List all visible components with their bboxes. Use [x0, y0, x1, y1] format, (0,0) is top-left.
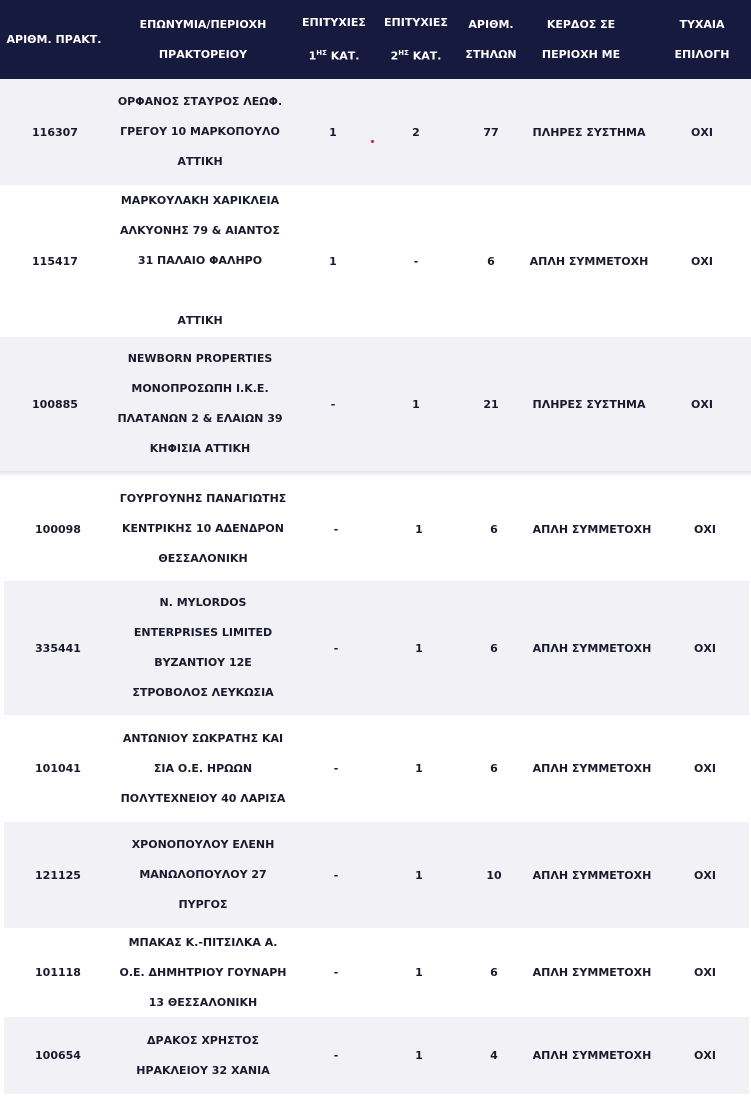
cell-profit-text: ΑΠΛΗ ΣΥΜΜΕΤΟΧΗ: [532, 762, 652, 775]
cell-name: [103, 715, 303, 822]
cell-cols: [464, 1017, 524, 1094]
cell-w2: [386, 79, 446, 185]
cell-cols: [461, 185, 521, 337]
name-line: 13 ΘΕΣΣΑΛΟΝΙΚΗ: [148, 995, 258, 1009]
cell-w1-text: -: [333, 762, 339, 775]
header-wins-2-num: 2: [390, 49, 399, 63]
cell-cols: [464, 928, 524, 1017]
name-line: ΓΟΥΡΓΟΥΝΗΣ ΠΑΝΑΓΙΩΤΗΣ: [119, 492, 287, 505]
header-profit-line-1: ΚΕΡΔΟΣ ΣΕ: [546, 17, 616, 31]
header-wins-2-bottom: [391, 38, 442, 72]
cell-w2-text: 1: [415, 762, 423, 775]
table-row: [4, 477, 749, 581]
header-wins-1-bottom: [309, 38, 360, 72]
header-wins-2-sup: ΗΣ: [398, 48, 409, 57]
header-agency-no: [0, 0, 108, 79]
name-line: 31 ΠΑΛΑΙΟ ΦΑΛΗΡΟ: [137, 254, 263, 267]
cell-random: [665, 822, 745, 928]
cell-w1: [306, 581, 366, 715]
name-line: ΠΛΑΤΑΝΩΝ 2 & ΕΛΑΙΩΝ 39: [117, 412, 283, 425]
cell-name: [103, 581, 303, 715]
header-wins-2-tail: ΚΑΤ.: [412, 49, 442, 63]
cell-w2: [389, 928, 449, 1017]
cell-profit: [527, 1017, 657, 1094]
header-columns: [455, 0, 527, 79]
cell-random-text: ΟΧΙ: [694, 762, 716, 775]
cell-w1-text: -: [333, 641, 339, 655]
cell-agency-text: 100654: [35, 1049, 81, 1062]
header-name-area-line-2: ΠΡΑΚΤΟΡΕΙΟΥ: [158, 47, 248, 61]
name-line: N. MYLORDOS: [159, 596, 247, 609]
name-line: ΓΡΕΓΟΥ 10 ΜΑΡΚΟΠΟΥΛΟ: [120, 125, 280, 138]
cell-random: [665, 715, 745, 822]
cell-cols-text: 6: [487, 254, 495, 268]
cell-w2-text: -: [413, 254, 419, 268]
cell-profit: [527, 715, 657, 822]
cell-profit: [524, 337, 654, 471]
table-row: [0, 185, 751, 337]
cell-w1: [306, 1017, 366, 1094]
cell-w2-text: 1: [415, 1049, 423, 1062]
cell-agency: [8, 715, 108, 822]
cell-random: [665, 928, 745, 1017]
cell-name: [103, 822, 303, 928]
name-line: ΜΠΑΚΑΣ Κ.-ΠΙΤΣΙΛΚΑ Α.: [128, 935, 278, 949]
cell-w1-text: -: [333, 868, 339, 882]
cell-profit: [527, 581, 657, 715]
cell-random-text: ΟΧΙ: [694, 966, 716, 979]
name-line: ΔΡΑΚΟΣ ΧΡΗΣΤΟΣ: [147, 1033, 259, 1047]
header-profit-line-2: ΠΕΡΙΟΧΗ ΜΕ: [541, 47, 621, 61]
cell-cols-text: 6: [490, 966, 498, 979]
cell-profit: [527, 477, 657, 581]
cell-agency: [5, 185, 105, 337]
cell-w1-text: 1: [329, 254, 337, 268]
cell-w2: [389, 581, 449, 715]
name-line: ΑΤΤΙΚΗ: [177, 155, 223, 168]
table-row: [4, 1017, 749, 1094]
cell-w2-text: 1: [415, 522, 423, 536]
table-row: [4, 715, 749, 822]
cell-name: [100, 185, 300, 337]
cell-name: [100, 79, 300, 185]
cell-random: [662, 337, 742, 471]
cell-w1-text: -: [333, 966, 339, 979]
table-header: [0, 0, 751, 79]
cell-w2: [389, 1017, 449, 1094]
table-row: [4, 581, 749, 715]
cell-random-text: ΟΧΙ: [691, 125, 713, 139]
cell-cols-text: 10: [486, 868, 502, 882]
cell-w1: [306, 715, 366, 822]
name-line: ΑΤΤΙΚΗ: [177, 314, 223, 327]
name-line: ΜΟΝΟΠΡΟΣΩΠΗ Ι.Κ.Ε.: [131, 382, 269, 395]
cell-cols: [464, 822, 524, 928]
cell-agency-text: 100885: [32, 397, 78, 411]
cell-w1: [303, 337, 363, 471]
cell-cols-text: 21: [483, 397, 499, 411]
cell-profit-text: ΠΛΗΡΕΣ ΣΥΣΤΗΜΑ: [532, 397, 646, 411]
cell-w1-text: -: [330, 397, 336, 411]
cell-random-text: ΟΧΙ: [694, 522, 716, 536]
header-name-area-line-1: ΕΠΩΝΥΜΙΑ/ΠΕΡΙΟΧΗ: [139, 17, 267, 31]
header-wins-1-top: ΕΠΙΤΥΧΙΕΣ: [302, 15, 366, 29]
name-line: ΜΑΝΩΛΟΠΟΥΛΟΥ 27: [139, 868, 267, 881]
name-line: ENTERPRISES LIMITED: [133, 626, 273, 639]
cell-cols-text: 6: [490, 522, 498, 536]
cell-random: [665, 581, 745, 715]
header-wins-2-top: ΕΠΙΤΥΧΙΕΣ: [384, 15, 448, 29]
cell-profit-text: ΑΠΛΗ ΣΥΜΜΕΤΟΧΗ: [532, 641, 652, 655]
cell-agency-text: 101041: [35, 762, 81, 775]
cell-profit-text: ΑΠΛΗ ΣΥΜΜΕΤΟΧΗ: [532, 1049, 652, 1062]
cell-profit-text: ΑΠΛΗ ΣΥΜΜΕΤΟΧΗ: [532, 966, 652, 979]
cell-agency-text: 101118: [35, 966, 81, 979]
cell-profit: [524, 79, 654, 185]
name-line: ΟΡΦΑΝΟΣ ΣΤΑΥΡΟΣ ΛΕΩΦ.: [117, 95, 283, 108]
header-random-line-2: ΕΠΙΛΟΓΗ: [674, 47, 730, 61]
name-line: ΧΡΟΝΟΠΟΥΛΟΥ ΕΛΕΝΗ: [131, 838, 275, 851]
header-name-area: [108, 0, 298, 79]
cell-agency: [8, 822, 108, 928]
cell-cols: [464, 715, 524, 822]
cell-name: [103, 477, 303, 581]
cell-profit-text: ΑΠΛΗ ΣΥΜΜΕΤΟΧΗ: [529, 254, 649, 268]
header-random: [660, 0, 744, 79]
table-row: [0, 337, 751, 471]
cell-cols-text: 6: [490, 762, 498, 775]
table-row: [4, 822, 749, 928]
cell-profit-text: ΠΛΗΡΕΣ ΣΥΣΤΗΜΑ: [532, 125, 646, 139]
cell-w1: [306, 822, 366, 928]
cell-w1: [306, 928, 366, 1017]
cell-w1-text: -: [333, 522, 339, 536]
cell-random-text: ΟΧΙ: [694, 1049, 716, 1062]
section-divider-shadow: [0, 471, 751, 477]
red-dot-marker: [371, 140, 374, 143]
cell-name: [100, 337, 300, 471]
cell-agency-text: 116307: [32, 125, 78, 139]
cell-w1: [303, 79, 363, 185]
cell-random: [662, 79, 742, 185]
name-line: ΗΡΑΚΛΕΙΟΥ 32 ΧΑΝΙΑ: [136, 1063, 270, 1077]
table-row: [4, 928, 749, 1017]
header-random-line-1: ΤΥΧΑΙΑ: [679, 17, 725, 31]
cell-profit-text: ΑΠΛΗ ΣΥΜΜΕΤΟΧΗ: [532, 868, 652, 882]
cell-profit: [524, 185, 654, 337]
cell-w2: [389, 477, 449, 581]
cell-agency: [8, 477, 108, 581]
header-wins-1-tail: ΚΑΤ.: [330, 49, 360, 63]
name-line: ΣΙΑ Ο.Ε. ΗΡΩΩΝ: [153, 761, 253, 775]
cell-profit: [527, 928, 657, 1017]
cell-agency-text: 100098: [35, 522, 81, 536]
cell-agency: [8, 581, 108, 715]
cell-random-text: ΟΧΙ: [694, 868, 716, 882]
name-line: Ο.Ε. ΔΗΜΗΤΡΙΟΥ ΓΟΥΝΑΡΗ: [119, 965, 287, 979]
name-line: ΘΕΣΣΑΛΟΝΙΚΗ: [158, 552, 248, 565]
cell-w1: [306, 477, 366, 581]
table-row: [0, 79, 751, 185]
cell-cols: [464, 581, 524, 715]
cell-w2: [386, 185, 446, 337]
cell-profit-text: ΑΠΛΗ ΣΥΜΜΕΤΟΧΗ: [532, 522, 652, 536]
cell-random: [665, 1017, 745, 1094]
header-wins-1: [298, 0, 370, 79]
cell-w2-text: 1: [412, 397, 420, 411]
cell-w2-text: 1: [415, 641, 423, 655]
cell-w1: [303, 185, 363, 337]
header-columns-line-2: ΣΤΗΛΩΝ: [465, 47, 517, 61]
name-line: ΚΗΦΙΣΙΑ ΑΤΤΙΚΗ: [149, 442, 251, 455]
cell-agency: [8, 928, 108, 1017]
header-wins-1-sup: ΗΣ: [316, 48, 327, 57]
cell-random: [665, 477, 745, 581]
name-line: ΣΤΡΟΒΟΛΟΣ ΛΕΥΚΩΣΙΑ: [132, 686, 274, 699]
cell-random: [662, 185, 742, 337]
cell-cols-text: 77: [483, 125, 499, 139]
cell-cols: [461, 337, 521, 471]
cell-cols: [461, 79, 521, 185]
cell-name: [103, 1017, 303, 1094]
name-line: ΠΟΛΥΤΕΧΝΕΙΟΥ 40 ΛΑΡΙΣΑ: [120, 791, 286, 805]
name-line: ΑΛΚΥΟΝΗΣ 79 & ΑΙΑΝΤΟΣ: [120, 224, 280, 237]
header-wins-2: [380, 0, 452, 79]
name-line: NEWBORN PROPERTIES: [127, 352, 273, 365]
cell-w2: [389, 715, 449, 822]
cell-cols-text: 4: [490, 1049, 498, 1062]
cell-random-text: ΟΧΙ: [691, 254, 713, 268]
name-line: ΑΝΤΩΝΙΟΥ ΣΩΚΡΑΤΗΣ ΚΑΙ: [122, 731, 284, 745]
header-columns-line-1: ΑΡΙΘΜ.: [468, 17, 514, 31]
header-wins-1-num: 1: [308, 49, 317, 63]
cell-w2: [386, 337, 446, 471]
cell-profit: [527, 822, 657, 928]
cell-cols: [464, 477, 524, 581]
cell-agency: [5, 337, 105, 471]
cell-w2-text: 1: [415, 966, 423, 979]
name-line: ΒΥΖΑΝΤΙΟΥ 12Ε: [154, 656, 252, 669]
cell-w2-text: 2: [412, 125, 420, 139]
cell-agency: [5, 79, 105, 185]
cell-w2-text: 1: [415, 868, 423, 882]
cell-w1-text: -: [333, 1049, 339, 1062]
cell-random-text: ΟΧΙ: [694, 641, 716, 655]
cell-w1-text: 1: [329, 125, 337, 139]
cell-agency-text: 115417: [32, 254, 78, 268]
name-line: ΜΑΡΚΟΥΛΑΚΗ ΧΑΡΙΚΛΕΙΑ: [120, 194, 280, 207]
cell-agency-text: 335441: [35, 641, 81, 655]
name-line: [198, 276, 202, 306]
name-line: ΚΕΝΤΡΙΚΗΣ 10 ΑΔΕΝΔΡΟΝ: [122, 522, 284, 535]
cell-cols-text: 6: [490, 641, 498, 655]
header-agency-no-text: ΑΡΙΘΜ. ΠΡΑΚΤ.: [6, 32, 102, 46]
cell-agency: [8, 1017, 108, 1094]
cell-random-text: ΟΧΙ: [691, 397, 713, 411]
cell-w2: [389, 822, 449, 928]
name-line: ΠΥΡΓΟΣ: [178, 898, 228, 911]
cell-name: [103, 928, 303, 1017]
cell-agency-text: 121125: [35, 868, 81, 882]
header-profit: [522, 0, 640, 79]
